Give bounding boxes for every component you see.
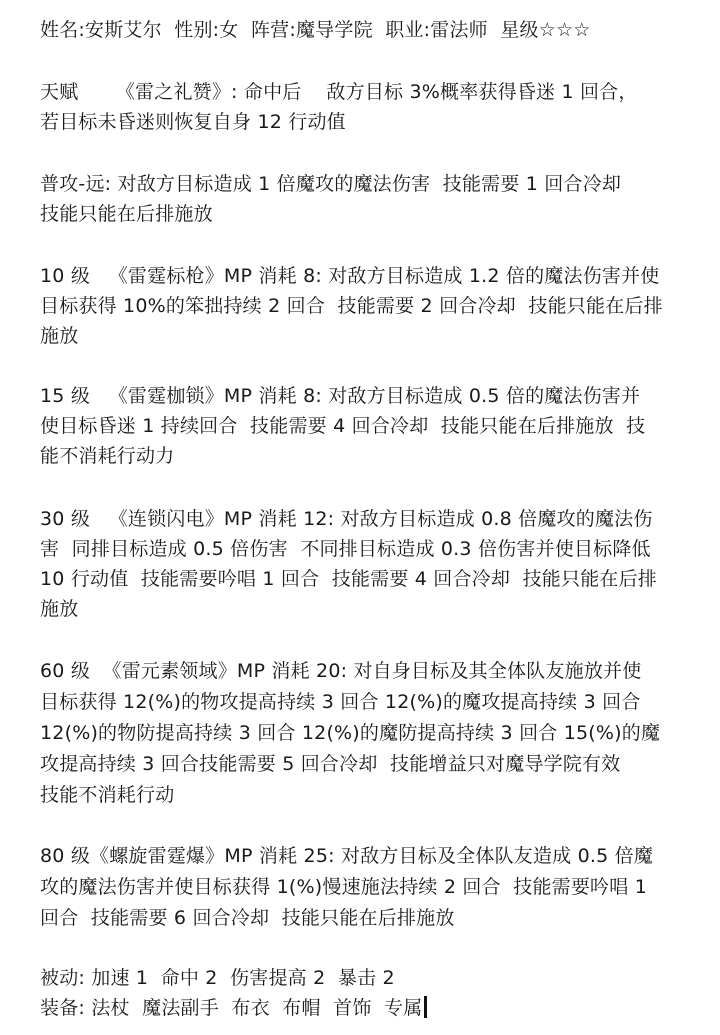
passive-line: 被动: 加速 1 命中 2 伤害提高 2 暴击 2 (40, 967, 395, 989)
skill-lv80-line-3: 回合 技能需要 6 回合冷却 技能只能在后排施放 (40, 907, 455, 929)
equipment-line-text: 装备: 法杖 魔法副手 布衣 布帽 首饰 专属 (40, 997, 423, 1019)
skill-lv80-line-2: 攻的魔法伤害并使目标获得 1(%)慢速施法持续 2 回合 技能需要吟唱 1 (40, 876, 647, 898)
skill-lv30-line-2: 害 同排目标造成 0.5 倍伤害 不同排目标造成 0.3 倍伤害并使目标降低 (40, 538, 651, 560)
skill-lv60-line-4: 攻提高持续 3 回合技能需要 5 回合冷却 技能增益只对魔导学院有效 (40, 753, 621, 775)
character-info-line: 姓名:安斯艾尔 性别:女 阵营:魔导学院 职业:雷法师 星级☆☆☆ (40, 19, 591, 41)
skill-lv60-line-2: 目标获得 12(%)的物攻提高持续 3 回合 12(%)的魔攻提高持续 3 回合 (40, 691, 641, 713)
skill-lv80-line-1: 80 级《螺旋雷霆爆》MP 消耗 25: 对敌方目标及全体队友造成 0.5 倍魔 (40, 845, 654, 867)
skill-lv10-line-3: 施放 (40, 325, 79, 347)
skill-lv60-line-1: 60 级 《雷元素领域》MP 消耗 20: 对自身目标及其全体队友施放并使 (40, 660, 642, 682)
skill-lv15-line-3: 能不消耗行动力 (40, 445, 175, 467)
talent-line-1: 天赋 《雷之礼赞》: 命中后 敌方目标 3%概率获得昏迷 1 回合， (40, 81, 638, 103)
skill-lv10-line-1: 10 级 《雷霆标枪》MP 消耗 8: 对敌方目标造成 1.2 倍的魔法伤害并使 (40, 265, 660, 287)
equipment-line (40, 992, 427, 1024)
talent-line-2: 若目标未昏迷则恢复自身 12 行动值 (40, 111, 346, 133)
skill-lv30-line-3: 10 行动值 技能需要吟唱 1 回合 技能需要 4 回合冷却 技能只能在后排 (40, 568, 657, 590)
skill-lv30-line-1: 30 级 《连锁闪电》MP 消耗 12: 对敌方目标造成 0.8 倍魔攻的魔法伤 (40, 508, 653, 530)
basic-attack-line-1: 普攻-远: 对敌方目标造成 1 倍魔攻的魔法伤害 技能需要 1 回合冷却 (40, 173, 622, 195)
skill-lv30-line-4: 施放 (40, 598, 79, 620)
skill-lv60-line-5: 技能不消耗行动 (40, 784, 175, 806)
skill-lv15-line-2: 使目标昏迷 1 持续回合 技能需要 4 回合冷却 技能只能在后排施放 技 (40, 415, 646, 437)
skill-lv60-line-3: 12(%)的物防提高持续 3 回合 12(%)的魔防提高持续 3 回合 15(%)的魔 (40, 722, 661, 744)
skill-lv15-line-1: 15 级 《雷霆枷锁》MP 消耗 8: 对敌方目标造成 0.5 倍的魔法伤害并 (40, 385, 641, 407)
text-cursor (424, 996, 427, 1018)
basic-attack-line-2: 技能只能在后排施放 (40, 203, 213, 225)
skill-lv10-line-2: 目标获得 10%的笨拙持续 2 回合 技能需要 2 回合冷却 技能只能在后排 (40, 295, 663, 317)
